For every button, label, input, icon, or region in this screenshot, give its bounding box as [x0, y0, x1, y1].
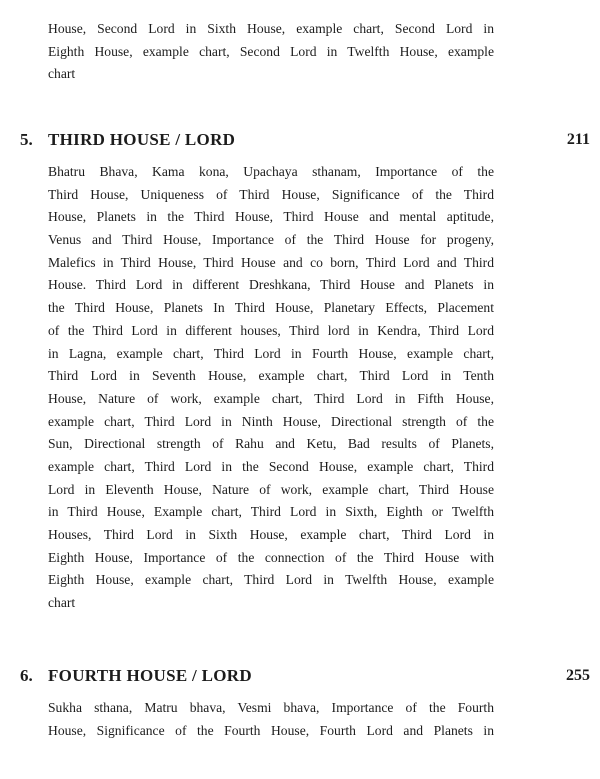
- text-line: House, Nature of work, example chart, Third Lord in Fifth House,: [48, 390, 494, 406]
- text-line: Bhatru Bhava, Kama kona, Upachaya sthanam, Importance of the: [48, 164, 494, 179]
- section-body-third-house: [48, 161, 494, 615]
- text-line: House, Second Lord in Sixth House, example chart, Second Lord in: [48, 21, 494, 36]
- text-line: chart: [48, 66, 76, 82]
- text-line: in Lagna, example chart, Third Lord in Fourth House, example chart,: [48, 345, 494, 361]
- text-line: Eighth House, example chart, Third Lord in Twelfth House, example: [48, 572, 494, 588]
- text-line: Lord in Eleventh House, Nature of work, example chart, Third House: [48, 481, 494, 497]
- text-line: Eighth House, Importance of the connection of the Third House with: [48, 549, 494, 565]
- text-line: House. Third Lord in different Dreshkana, Third House and Planets in: [48, 277, 494, 293]
- section-page-number: 211: [566, 131, 590, 148]
- text-line: in Third House, Example chart, Third Lord in Sixth, Eighth or Twelfth: [48, 504, 494, 520]
- text-line: of the Third Lord in different houses, Third lord in Kendra, Third Lord: [48, 322, 494, 338]
- text-line: Venus and Third House, Importance of the Third House for progeny,: [48, 232, 494, 248]
- text-line: Malefics in Third House, Third House and co born, Third Lord and Third: [48, 254, 494, 270]
- section-page-number: 255: [566, 667, 590, 684]
- text-line: Third House, Uniqueness of Third House, Significance of the Third: [48, 186, 494, 202]
- section-number: 5.: [20, 130, 33, 149]
- text-line: House, Significance of the Fourth House, Fourth Lord and Planets in: [48, 722, 494, 738]
- section-title: FOURTH HOUSE / LORD: [48, 666, 252, 685]
- section-heading-fourth-house: [20, 664, 590, 688]
- section-heading-third-house: [20, 128, 590, 152]
- section-number: 6.: [20, 666, 33, 685]
- text-line: Houses, Third Lord in Sixth House, example chart, Third Lord in: [48, 527, 494, 542]
- text-line: example chart, Third Lord in the Second House, example chart, Third: [48, 458, 494, 474]
- text-line: Sun, Directional strength of Rahu and Ketu, Bad results of Planets,: [48, 436, 494, 452]
- text-line: the Third House, Planets In Third House, Planetary Effects, Placement: [48, 300, 494, 316]
- text-line: example chart, Third Lord in Ninth House, Directional strength of the: [48, 413, 494, 429]
- section-title: THIRD HOUSE / LORD: [48, 130, 236, 149]
- text-line: chart: [48, 595, 76, 611]
- text-line: Eighth House, example chart, Second Lord in Twelfth House, example: [48, 43, 494, 59]
- text-line: Sukha sthana, Matru bhava, Vesmi bhava, Importance of the Fourth: [48, 700, 494, 715]
- text-line: House, Planets in the Third House, Third House and mental aptitude,: [48, 209, 494, 225]
- text-line: Third Lord in Seventh House, example chart, Third Lord in Tenth: [48, 368, 494, 384]
- intro-paragraph: [48, 18, 494, 86]
- section-body-fourth-house: [48, 697, 494, 742]
